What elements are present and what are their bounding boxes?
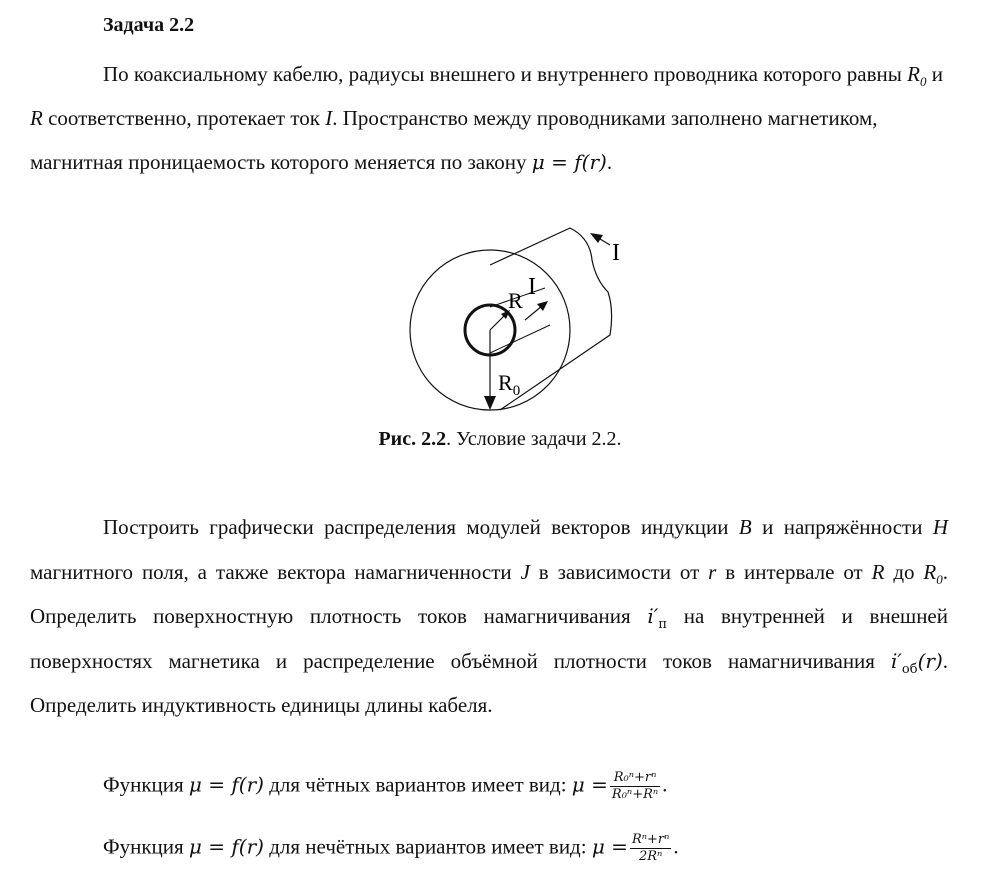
text-run: . [662,772,668,797]
symbol-r0: $R_0$ [907,62,927,90]
text-run: до [884,559,924,584]
label-current-outer: I [612,240,620,266]
text-run: . Пространство между проводниками заполнено магнетиком, магнитная проницаемость которого меняется по закону [30,106,878,174]
text-run: По коаксиальному кабелю, радиусы внешнего и внутреннего проводника которого равны [103,62,908,86]
law-formula: μ = f(r) [188,834,264,859]
function-odd-variants [103,832,679,865]
label-radius-r0: $R_0$ [498,370,521,399]
label-current-inner: I [528,274,536,300]
text-run: магнитного поля, а также вектора намагниченности [30,559,521,584]
symbol-r: r [708,559,717,584]
inner-cylinder-line [490,325,550,353]
coaxial-cable-figure [400,220,640,420]
fraction-numerator: Rⁿ+rⁿ [631,832,670,847]
symbol-r0: $R_0$ [923,559,943,587]
task-title: Задача 2.2 [103,14,195,36]
outer-current-arrowhead [590,233,603,243]
text-run: для чётных вариантов имеет вид: [263,772,572,797]
text-run: . [673,834,679,859]
task-requirements [30,505,948,728]
symbol-surface-current: $i'_п$ [647,604,667,632]
problem-statement [30,52,950,184]
symbol-r: R [871,559,885,584]
fraction-denominator: R₀ⁿ+Rⁿ [611,787,659,802]
symbol-b: B [738,515,752,539]
law-formula: μ = f(r) [531,150,607,174]
text-run: Построить графически распределения модулей векторов индукции [103,515,739,539]
text-run: в зависимости от [529,559,709,584]
symbol-h: H [932,515,949,539]
formula-fraction [610,770,660,803]
text-run: для нечётных вариантов имеет вид: [263,834,592,859]
text-run: и [926,62,943,86]
caption-text: . Условие задачи 2.2. [446,428,622,450]
formula-fraction [630,832,671,865]
fraction-denominator: 2Rⁿ [639,849,663,864]
fraction-numerator: R₀ⁿ+rⁿ [610,770,660,787]
caption-label: Рис. 2.2 [378,428,447,450]
text-run: соответственно, протекает ток [42,106,326,130]
mu-equals: μ = [571,772,608,797]
mu-equals: μ = [591,834,628,859]
text-run: Функция [103,834,189,859]
symbol-volume-current: $i'_{об}(r)$ [890,648,943,677]
function-even-variants [103,770,667,803]
symbol-j: J [520,559,530,584]
text-run: в интервале от [716,559,872,584]
inner-current-arrow [525,306,542,320]
radius-r0-arrowhead [484,396,496,410]
law-formula: μ = f(r) [188,772,264,797]
label-radius-r: R [508,288,523,313]
symbol-i: I [325,106,333,130]
text-run: и напряжённости [751,515,933,539]
text-run: Функция [103,772,189,797]
text-run: . Определить поверхностную плотность токов намагничивания [30,559,948,628]
figure-caption [0,428,1000,451]
text-run: на внутренней и внешней поверхностях магнетика и распределение объёмной плотности токов намагничивания [30,604,948,673]
text-run: . Определить индуктивность единицы длины кабеля. [30,648,948,717]
text-run: . [606,150,613,174]
symbol-r: R [30,106,43,130]
